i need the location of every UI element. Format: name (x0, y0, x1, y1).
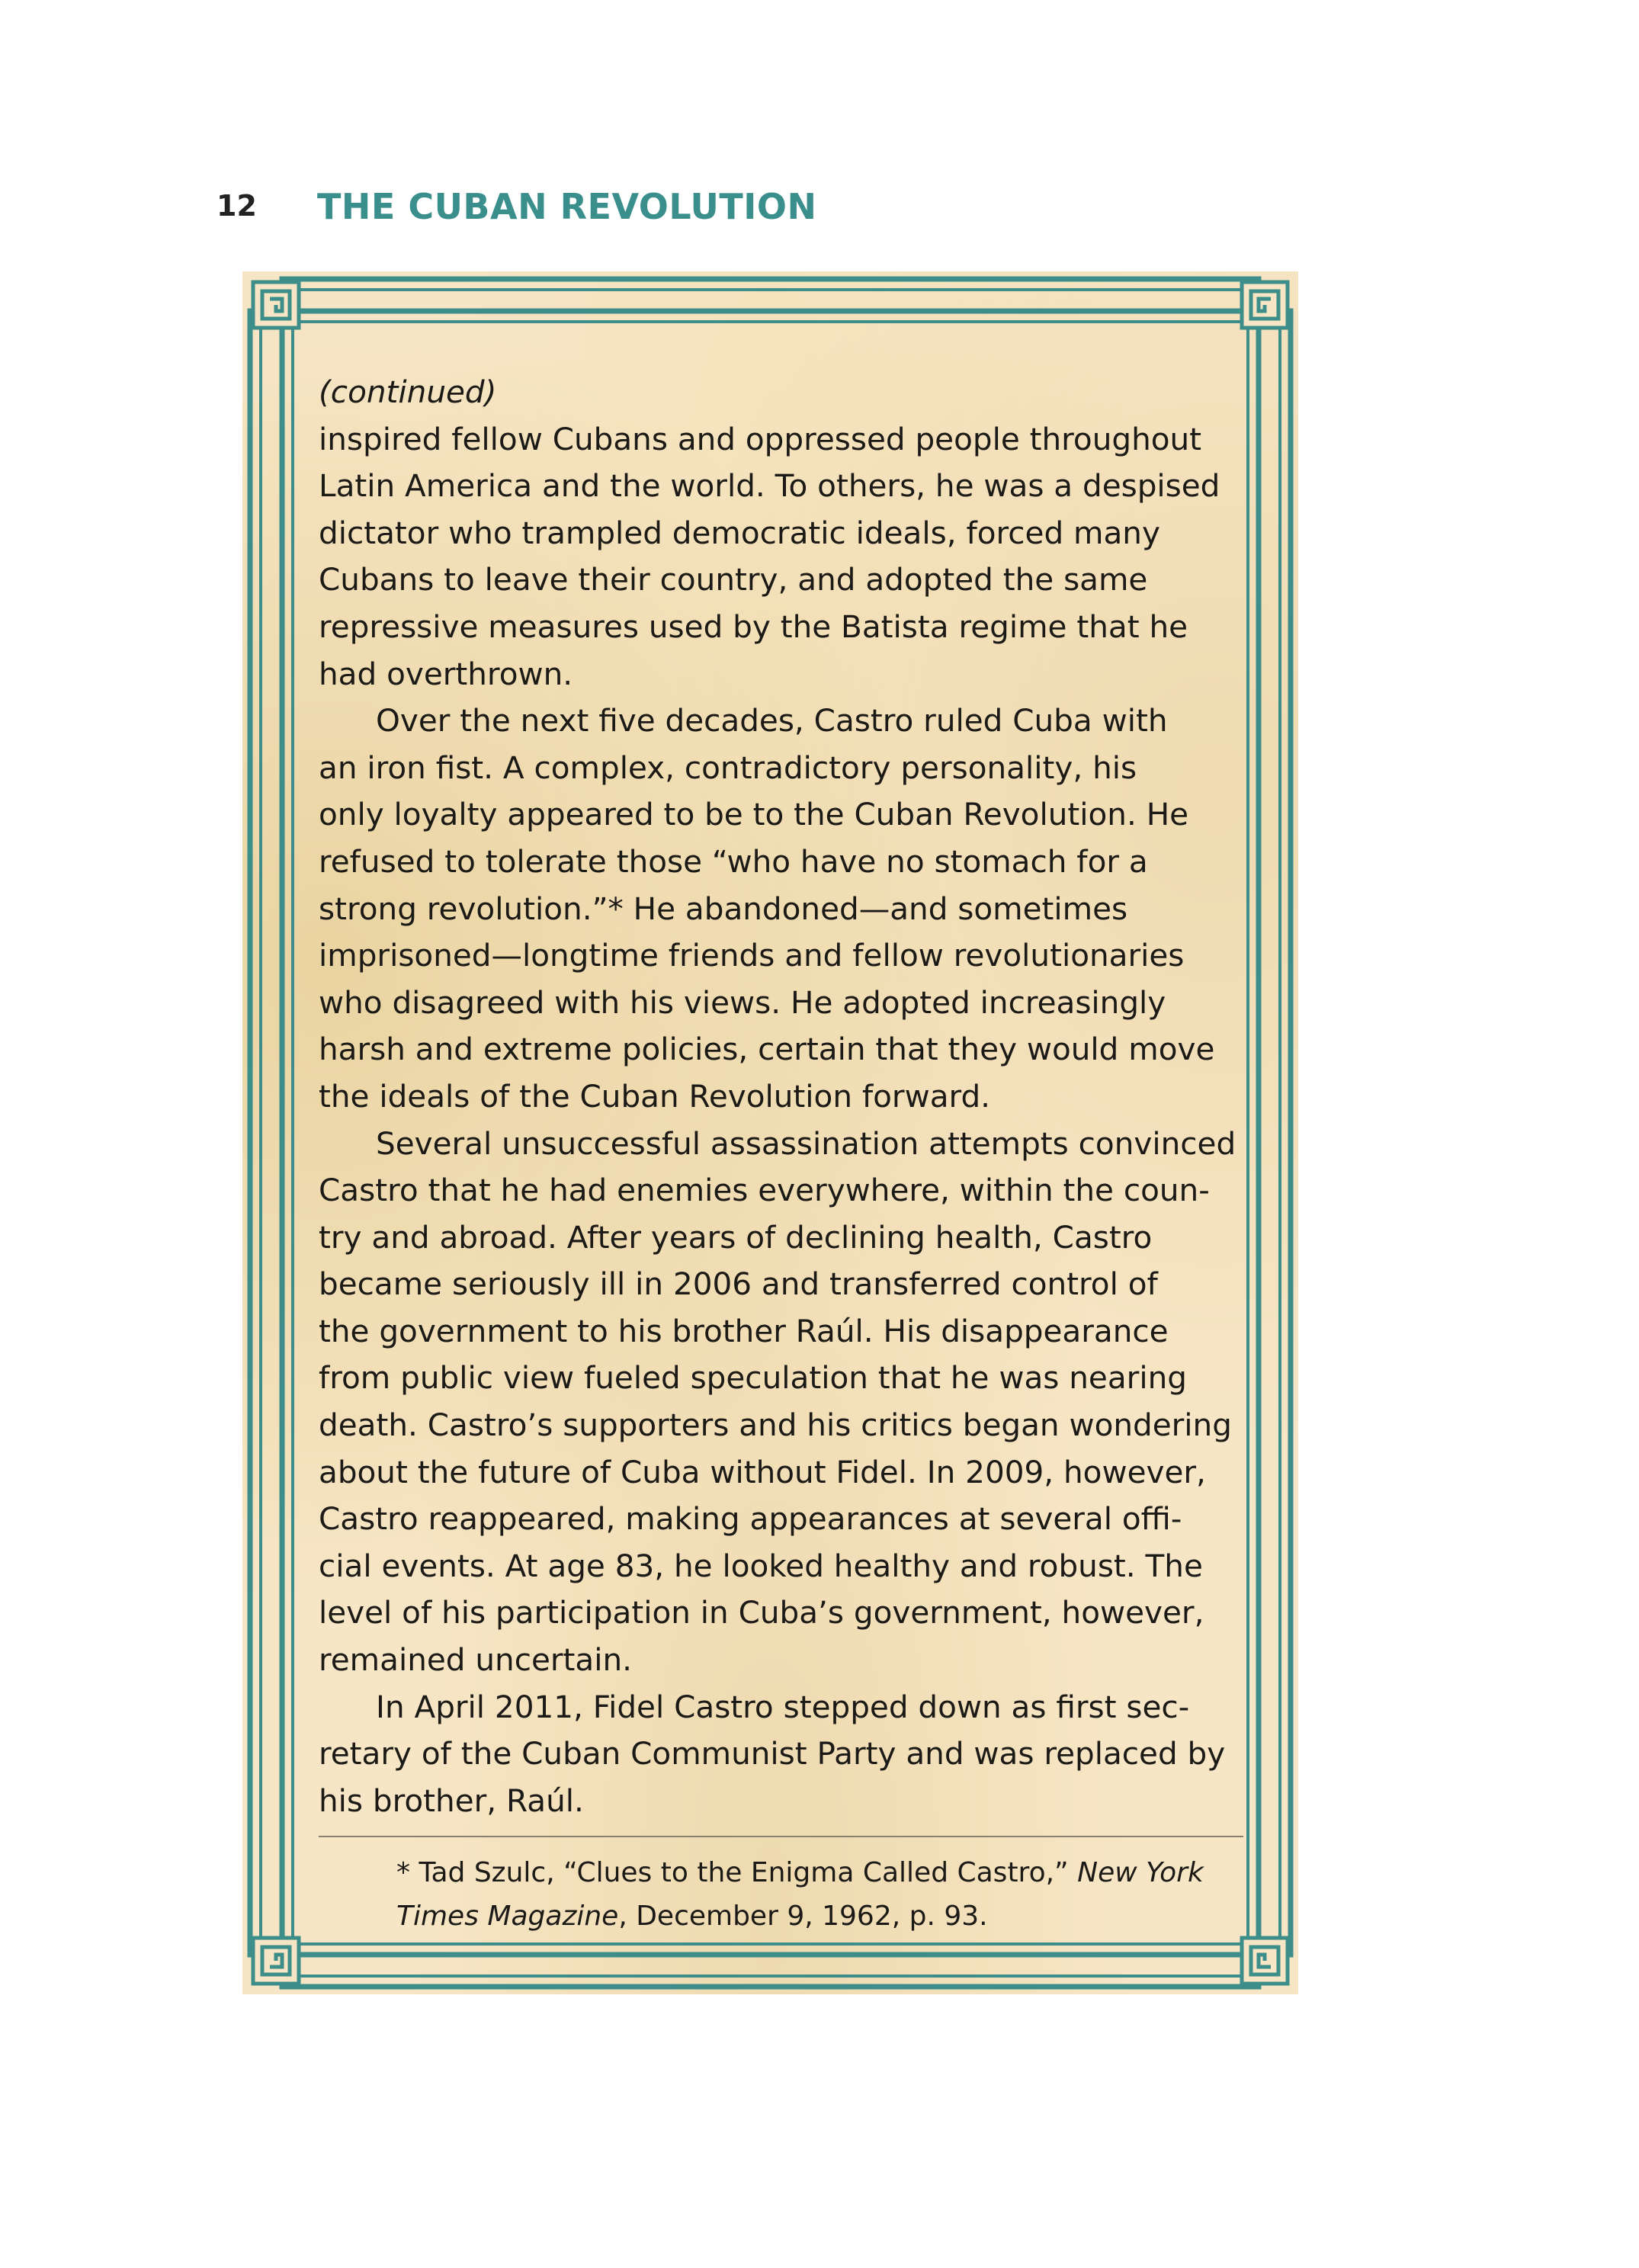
body-line: Cubans to leave their country, and adopted the same (319, 561, 1148, 598)
body-line: repressive measures used by the Batista regime that he (319, 608, 1188, 645)
body-line: the ideals of the Cuban Revolution forward. (319, 1077, 991, 1115)
body-line: had overthrown. (319, 655, 573, 692)
body-line: Over the next five decades, Castro ruled Cuba with (376, 702, 1168, 739)
body-line: harsh and extreme policies, certain that they would move (319, 1031, 1215, 1068)
footnote-divider (319, 1836, 1243, 1837)
body-line: level of his participation in Cuba’s government, however, (319, 1594, 1204, 1631)
body-line: try and abroad. After years of declining health, Castro (319, 1218, 1153, 1256)
body-line: strong revolution.”* He abandoned—and sometimes (319, 890, 1128, 927)
body-line: In April 2011, Fidel Castro stepped down as first sec- (376, 1688, 1190, 1725)
body-line: his brother, Raúl. (319, 1782, 584, 1819)
body-line: remained uncertain. (319, 1641, 633, 1679)
footnote-text: * Tad Szulc, “Clues to the Enigma Called Castro,” (396, 1857, 1078, 1888)
continued-label: (continued) (319, 374, 497, 410)
body-line: retary of the Cuban Communist Party and was replaced by (319, 1735, 1226, 1772)
body-line: Castro that he had enemies everywhere, within the coun- (319, 1172, 1210, 1209)
body-line: imprisoned—longtime friends and fellow revolutionaries (319, 937, 1185, 974)
page-number: 12 (217, 189, 257, 223)
sidebar-body (319, 369, 1245, 1824)
body-line: from public view fueled speculation that he was nearing (319, 1359, 1187, 1397)
body-line: Latin America and the world. To others, he was a despised (319, 467, 1220, 505)
sidebar-box (242, 271, 1298, 1994)
body-line: dictator who trampled democratic ideals, forced many (319, 514, 1160, 551)
footnote-line-1 (396, 1851, 1246, 1894)
body-line: became seriously ill in 2006 and transferred control of (319, 1266, 1158, 1303)
footnote (396, 1851, 1246, 1938)
body-line: Several unsuccessful assassination attempts convinced (376, 1124, 1236, 1162)
body-line: death. Castro’s supporters and his critics began wondering (319, 1407, 1232, 1444)
footnote-text: , December 9, 1962, p. 93. (618, 1901, 988, 1932)
running-head: THE CUBAN REVOLUTION (317, 186, 817, 227)
body-line: the government to his brother Raúl. His disappearance (319, 1312, 1169, 1349)
body-line: an iron fist. A complex, contradictory personality, his (319, 749, 1137, 786)
body-line: only loyalty appeared to be to the Cuban Revolution. He (319, 796, 1189, 833)
body-line: Castro reappeared, making appearances at several offi- (319, 1500, 1182, 1538)
footnote-line-2 (396, 1894, 1246, 1938)
footnote-publication: New York (1077, 1857, 1204, 1888)
footnote-publication: Times Magazine (396, 1901, 619, 1932)
body-line: refused to tolerate those “who have no stomach for a (319, 842, 1148, 880)
body-line: about the future of Cuba without Fidel. In 2009, however, (319, 1453, 1206, 1490)
body-line: inspired fellow Cubans and oppressed people throughout (319, 420, 1202, 457)
body-line: cial events. At age 83, he looked healthy and robust. The (319, 1547, 1203, 1584)
body-line: who disagreed with his views. He adopted increasingly (319, 983, 1166, 1021)
